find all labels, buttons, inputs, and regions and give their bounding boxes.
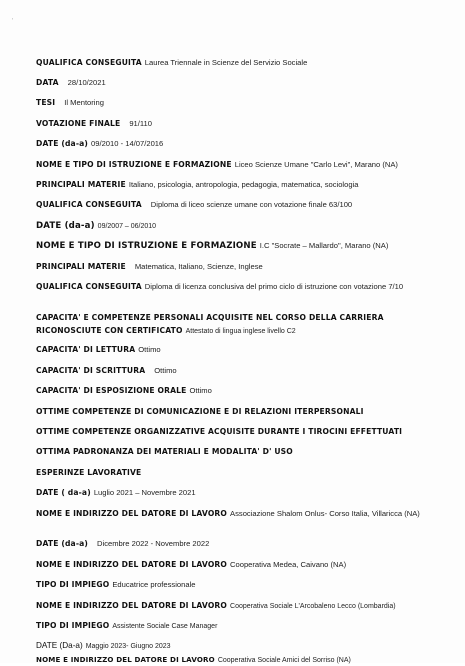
row-datore-sorriso: NOME E INDIRIZZO DEL DATORE DI LAVORO Cooperativa Sociale Amici del Sorriso (NA) — [36, 655, 351, 664]
row-materie-liceo: PRINCIPALI MATERIE Italiano, psicologia, antropologia, pedagogia, matematica, sociologia — [36, 180, 359, 189]
row-istruzione-liceo: NOME E TIPO DI ISTRUZIONE E FORMAZIONE Liceo Scienze Umane "Carlo Levi", Marano (NA) — [36, 160, 398, 169]
row-impiego-case-manager: TIPO DI IMPIEGO Assistente Sociale Case Manager — [36, 621, 218, 630]
row-padronanza-materiali: OTTIMA PADRONANZA DEI MATERIALI E MODALITA' D' USO — [36, 447, 293, 456]
row-datore-shalom: NOME E INDIRIZZO DEL DATORE DI LAVORO Associazione Shalom Onlus- Corso Italia, Villaricca (NA) — [36, 509, 420, 518]
row-impiego-educatrice: TIPO DI IMPIEGO Educatrice professionale — [36, 580, 196, 589]
corner-mark: ' — [12, 18, 14, 25]
row-competenze-comunicazione: OTTIME COMPETENZE DI COMUNICAZIONE E DI RELAZIONI ITERPERSONALI — [36, 407, 364, 416]
row-materie-medie: PRINCIPALI MATERIE Matematica, Italiano, Scienze, Inglese — [36, 262, 263, 271]
row-qualifica-laurea: QUALIFICA CONSEGUITA Laurea Triennale in Scienze del Servizio Sociale — [36, 58, 308, 67]
row-competenze-organizzative: OTTIME COMPETENZE ORGANIZZATIVE ACQUISITE DURANTE I TIROCINI EFFETTUATI — [36, 427, 403, 436]
row-votazione: VOTAZIONE FINALE 91/110 — [36, 119, 152, 128]
row-date-shalom: DATE ( da-a) Luglio 2021 – Novembre 2021 — [36, 488, 196, 497]
section-esperienze-lavorative: ESPERINZE LAVORATIVE — [36, 468, 142, 477]
row-esposizione-orale: CAPACITA' DI ESPOSIZIONE ORALE Ottimo — [36, 386, 212, 395]
row-data-laurea: DATA 28/10/2021 — [36, 78, 106, 87]
row-qualifica-licenza: QUALIFICA CONSEGUITA Diploma di licenza conclusiva del primo ciclo di istruzione con votazione 7/10 — [36, 282, 404, 291]
row-tesi: TESI Il Mentoring — [36, 98, 104, 107]
row-datore-arcobaleno: NOME E INDIRIZZO DEL DATORE DI LAVORO Cooperativa Sociale L'Arcobaleno Lecco (Lombardia) — [36, 601, 396, 610]
row-competenze-certificato: CAPACITA' E COMPETENZE PERSONALI ACQUISITE NEL CORSO DELLA CARRIERA RICONOSCIUTE CON CERTIFICATO Attestato di lingua inglese livello C2 — [36, 313, 384, 335]
row-date-liceo: DATE (da-a) 09/2010 - 14/07/2016 — [36, 139, 164, 148]
row-date-medea: DATE (da-a) Dicembre 2022 - Novembre 2022 — [36, 539, 210, 548]
row-lettura: CAPACITA' DI LETTURA Ottimo — [36, 345, 161, 354]
row-datore-medea: NOME E INDIRIZZO DEL DATORE DI LAVORO Cooperativa Medea, Caivano (NA) — [36, 560, 347, 569]
row-scrittura: CAPACITA' DI SCRITTURA Ottimo — [36, 366, 177, 375]
row-qualifica-diploma: QUALIFICA CONSEGUITA Diploma di liceo scienze umane con votazione finale 63/100 — [36, 200, 353, 209]
row-date-sorriso: DATE (Da-a) Maggio 2023- Giugno 2023 — [36, 641, 171, 650]
row-istruzione-medie: NOME E TIPO DI ISTRUZIONE E FORMAZIONE I.C "Socrate – Mallardo", Marano (NA) — [36, 241, 389, 251]
row-date-medie: DATE (da-a) 09/2007 – 06/2010 — [36, 221, 157, 231]
